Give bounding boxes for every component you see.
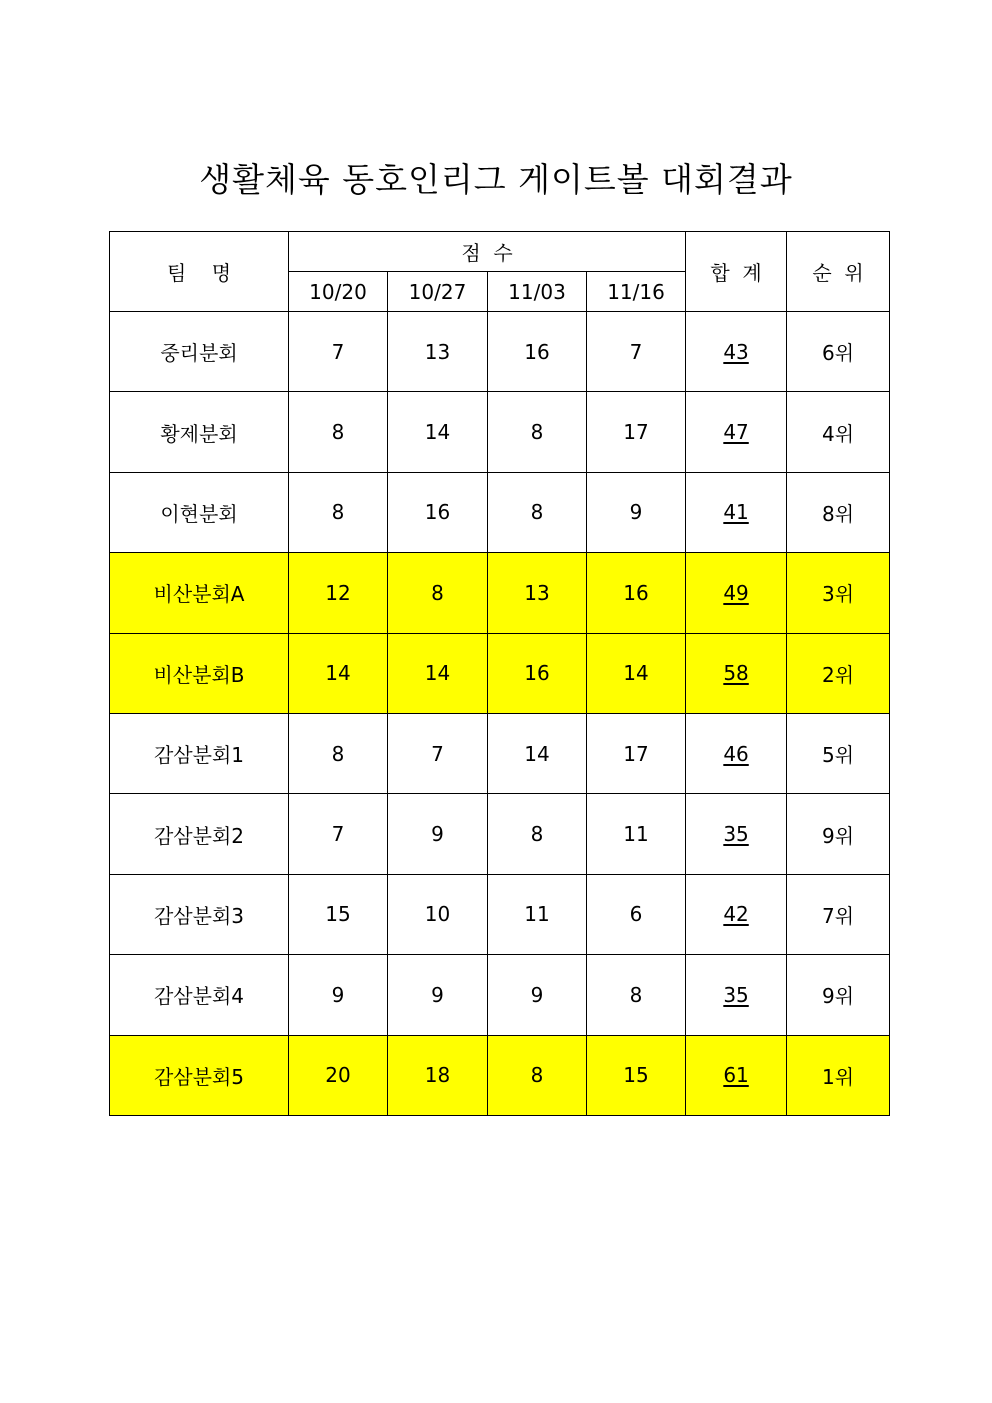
table-row	[110, 633, 890, 713]
score-cell: 8	[388, 553, 488, 633]
table-row	[110, 955, 890, 1035]
date-header: 11/16	[587, 272, 686, 312]
total-cell	[686, 312, 787, 392]
total-value: 43	[723, 339, 749, 364]
date-header: 10/27	[388, 272, 488, 312]
score-cell: 8	[488, 1035, 587, 1115]
rank-cell: 5위	[787, 713, 890, 793]
rank-cell: 1위	[787, 1035, 890, 1115]
score-cell: 14	[488, 713, 587, 793]
score-cell: 10	[388, 874, 488, 954]
score-cell: 17	[587, 392, 686, 472]
score-cell: 9	[488, 955, 587, 1035]
score-cell: 11	[488, 874, 587, 954]
score-cell: 20	[289, 1035, 388, 1115]
rank-cell: 4위	[787, 392, 890, 472]
score-cell: 15	[289, 874, 388, 954]
date-header: 10/20	[289, 272, 388, 312]
score-cell: 14	[289, 633, 388, 713]
score-cell: 9	[388, 794, 488, 874]
score-cell: 12	[289, 553, 388, 633]
score-cell: 13	[388, 312, 488, 392]
date-header: 11/03	[488, 272, 587, 312]
score-cell: 16	[587, 553, 686, 633]
score-cell: 8	[488, 794, 587, 874]
score-cell: 6	[587, 874, 686, 954]
score-header: 점 수	[289, 232, 686, 272]
total-cell	[686, 1035, 787, 1115]
score-cell: 16	[488, 633, 587, 713]
table-row	[110, 312, 890, 392]
total-cell	[686, 713, 787, 793]
score-cell: 14	[587, 633, 686, 713]
rank-header: 순 위	[787, 232, 890, 312]
total-value: 46	[723, 741, 749, 766]
team-name-cell: 감삼분회2	[110, 794, 289, 874]
total-value: 42	[723, 902, 749, 927]
score-cell: 7	[587, 312, 686, 392]
table-row	[110, 1035, 890, 1115]
rank-cell: 8위	[787, 472, 890, 552]
team-name-cell: 감삼분회5	[110, 1035, 289, 1115]
team-name-cell: 감삼분회3	[110, 874, 289, 954]
team-name-cell: 중리분회	[110, 312, 289, 392]
total-cell	[686, 392, 787, 472]
table-row	[110, 553, 890, 633]
table-row	[110, 874, 890, 954]
score-cell: 11	[587, 794, 686, 874]
score-cell: 8	[289, 472, 388, 552]
total-value: 58	[723, 661, 749, 686]
results-table	[109, 231, 890, 1116]
score-cell: 7	[388, 713, 488, 793]
total-cell	[686, 794, 787, 874]
total-cell	[686, 472, 787, 552]
score-cell: 16	[488, 312, 587, 392]
team-name-cell: 감삼분회1	[110, 713, 289, 793]
score-cell: 8	[488, 392, 587, 472]
score-cell: 14	[388, 392, 488, 472]
total-value: 41	[723, 500, 749, 525]
table-row	[110, 794, 890, 874]
score-cell: 15	[587, 1035, 686, 1115]
table-row	[110, 392, 890, 472]
score-cell: 8	[587, 955, 686, 1035]
team-header: 팀 명	[110, 232, 289, 312]
team-name-cell: 비산분회B	[110, 633, 289, 713]
score-cell: 7	[289, 794, 388, 874]
team-name-cell: 비산분회A	[110, 553, 289, 633]
score-cell: 9	[587, 472, 686, 552]
total-cell	[686, 553, 787, 633]
team-name-cell: 감삼분회4	[110, 955, 289, 1035]
total-value: 47	[723, 420, 749, 445]
team-name-cell: 이현분회	[110, 472, 289, 552]
table-row	[110, 472, 890, 552]
header-row	[110, 232, 890, 272]
score-cell: 8	[488, 472, 587, 552]
rank-cell: 2위	[787, 633, 890, 713]
rank-cell: 9위	[787, 955, 890, 1035]
rank-cell: 6위	[787, 312, 890, 392]
total-value: 49	[723, 580, 749, 605]
score-cell: 14	[388, 633, 488, 713]
score-cell: 18	[388, 1035, 488, 1115]
score-cell: 17	[587, 713, 686, 793]
score-cell: 8	[289, 392, 388, 472]
total-value: 35	[723, 982, 749, 1007]
rank-cell: 7위	[787, 874, 890, 954]
score-cell: 16	[388, 472, 488, 552]
page-title: 생활체육 동호인리그 게이트볼 대회결과	[199, 160, 793, 199]
rank-cell: 3위	[787, 553, 890, 633]
total-value: 61	[723, 1063, 749, 1088]
score-cell: 13	[488, 553, 587, 633]
rank-cell: 9위	[787, 794, 890, 874]
score-cell: 9	[289, 955, 388, 1035]
total-header: 합 계	[686, 232, 787, 312]
score-cell: 9	[388, 955, 488, 1035]
total-cell	[686, 633, 787, 713]
table-row	[110, 713, 890, 793]
score-cell: 7	[289, 312, 388, 392]
team-name-cell: 황제분회	[110, 392, 289, 472]
total-cell	[686, 955, 787, 1035]
total-cell	[686, 874, 787, 954]
total-value: 35	[723, 822, 749, 847]
score-cell: 8	[289, 713, 388, 793]
